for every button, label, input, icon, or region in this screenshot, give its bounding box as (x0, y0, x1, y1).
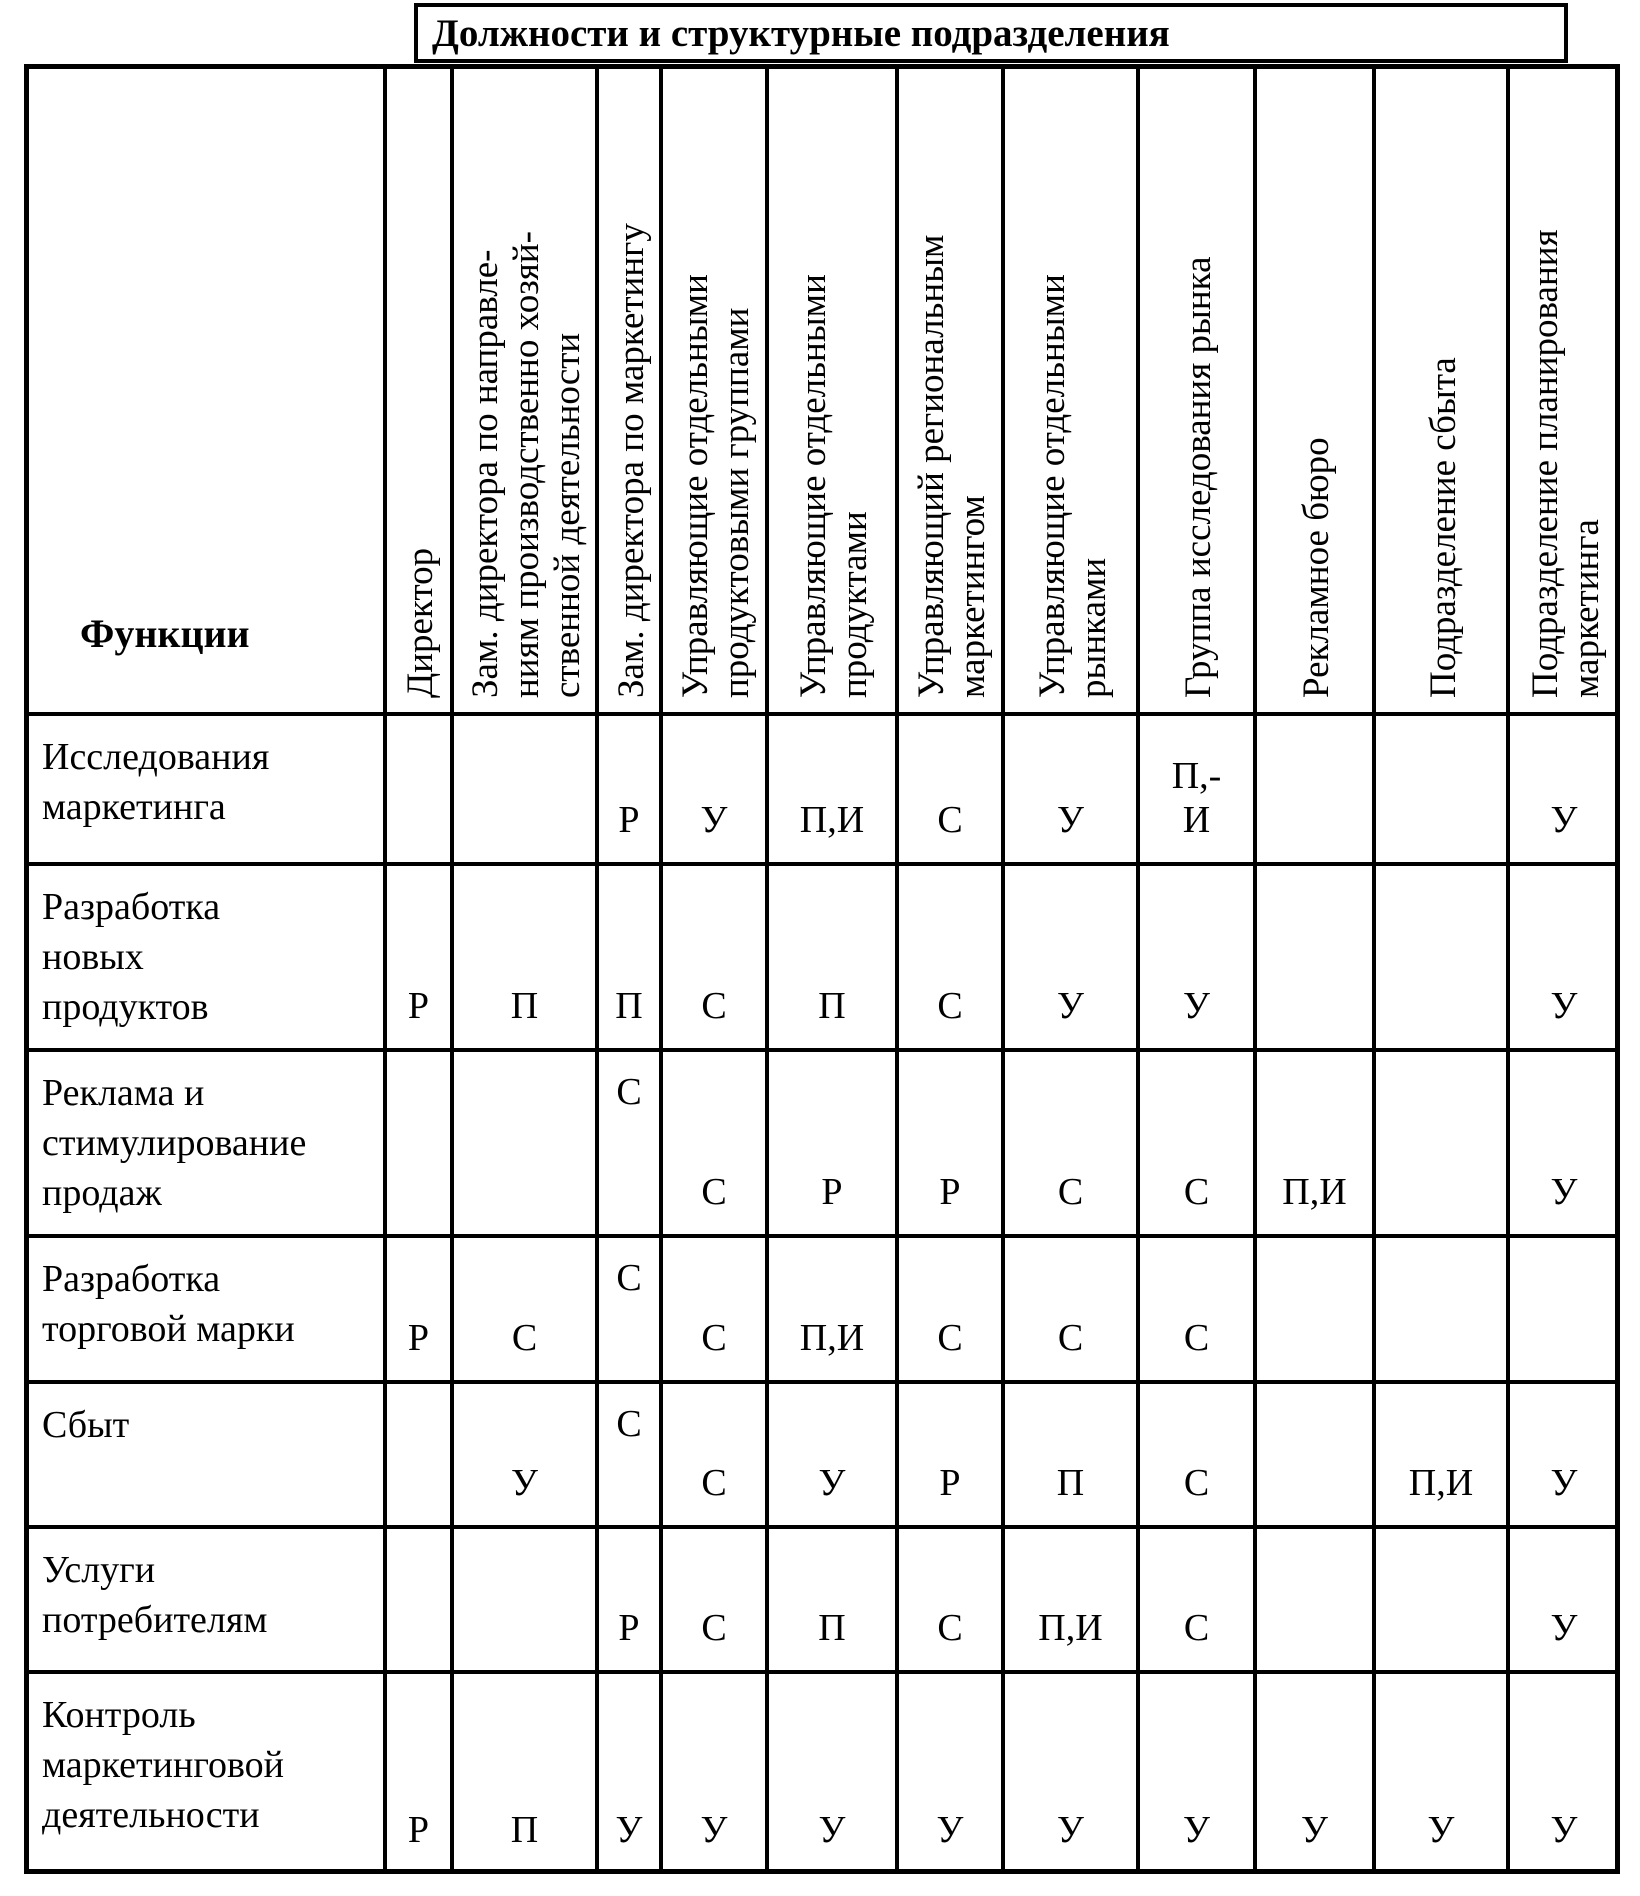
column-header-line: Управляющие отдельными (1031, 274, 1073, 698)
table-cell: У (936, 1809, 964, 1851)
table-cell: С (616, 1403, 642, 1445)
column-divider (1136, 64, 1140, 1874)
row-label-line: новых (42, 936, 144, 978)
row-label-line: Реклама и (42, 1072, 205, 1114)
table-cell: Р (407, 1809, 430, 1851)
row-label-line: маркетинга (42, 786, 226, 828)
row-label (42, 1690, 284, 1840)
column-header (793, 274, 875, 698)
row-label-line: Сбыт (42, 1404, 130, 1446)
table-cell: П,И (1408, 1462, 1474, 1504)
row-label-line: деятельности (42, 1794, 260, 1836)
table-cell: У (1057, 799, 1084, 841)
column-header-line: рынками (1072, 557, 1114, 698)
column-header-line: маркетинга (1566, 519, 1607, 698)
table-cell: П (615, 985, 643, 1027)
row-divider (24, 712, 1620, 716)
table-cell: Р (939, 1171, 961, 1213)
row-label (42, 1068, 306, 1218)
table-cell: С (701, 1171, 727, 1213)
table-cell: У (1183, 985, 1210, 1027)
column-header-line: маркетингом (952, 495, 993, 698)
row-divider (24, 1048, 1620, 1052)
table-cell: У (1550, 985, 1578, 1027)
row-label-line: Контроль (42, 1694, 196, 1736)
title-box (414, 3, 1568, 63)
table-cell: У (511, 1462, 538, 1504)
row-label-line: маркетинговой (42, 1744, 284, 1786)
table-cell: С (1057, 1171, 1084, 1213)
table-cell: П (510, 1809, 539, 1851)
column-divider (765, 64, 769, 1874)
table-cell: П (1056, 1462, 1085, 1504)
table-cell: Р (939, 1462, 961, 1504)
column-header-line: Группа исследования рынка (1178, 256, 1219, 698)
table-cell: У (1550, 1462, 1578, 1504)
column-header-line: продуктовыми группами (716, 307, 757, 698)
column-header-line: Управляющие отдельными (793, 274, 834, 698)
column-divider (450, 64, 454, 1874)
table-cell: С (1183, 1317, 1210, 1359)
column-divider (895, 64, 899, 1874)
row-divider (24, 1234, 1620, 1238)
column-header (1296, 437, 1337, 698)
table-cell: С (616, 1071, 642, 1113)
column-divider (383, 64, 387, 1874)
row-label (42, 732, 269, 832)
row-label-line: Разработка (42, 1258, 221, 1300)
column-header (1178, 257, 1219, 699)
table-cell: С (1183, 1462, 1210, 1504)
table-cell: С (1057, 1317, 1084, 1359)
column-divider (1253, 64, 1257, 1874)
table-cell: С (701, 1607, 727, 1649)
table-cell: П,И (799, 1317, 865, 1359)
table-cell: С (1183, 1607, 1210, 1649)
row-label-line: продуктов (42, 986, 209, 1028)
table-cell: П (510, 985, 539, 1027)
column-divider (1372, 64, 1376, 1874)
table-title: Должности и структурные подразделения (432, 12, 1170, 55)
table-cell: П (818, 1607, 846, 1649)
column-header-line: Рекламное бюро (1296, 437, 1337, 698)
column-header-line: ниям производственно хозяй- (506, 231, 547, 698)
table-cell: С (701, 1317, 727, 1359)
table-cell: С (701, 985, 727, 1027)
column-header-line: Подразделение планирования (1525, 229, 1566, 698)
table-cell: Р (407, 985, 430, 1027)
row-divider (24, 862, 1620, 866)
column-divider (1001, 64, 1005, 1874)
table-cell: Р (821, 1171, 843, 1213)
column-header (611, 223, 652, 698)
row-divider (24, 1670, 1620, 1674)
table-cell: Р (407, 1317, 430, 1359)
table-cell: У (818, 1809, 846, 1851)
table-cell: С (937, 799, 963, 841)
column-header (465, 231, 588, 698)
table-cell: С (701, 1462, 727, 1504)
row-divider (24, 1380, 1620, 1384)
row-label-line: продаж (42, 1172, 162, 1214)
column-divider (659, 64, 663, 1874)
column-divider (1506, 64, 1510, 1874)
table-cell: У (1057, 985, 1084, 1027)
table-cell: У (615, 1809, 643, 1851)
row-label (42, 1545, 267, 1645)
table-cell: С (937, 985, 963, 1027)
row-label (42, 1400, 129, 1450)
table-cell: У (818, 1462, 846, 1504)
table-cell: У (1057, 1809, 1084, 1851)
functions-header: Функции (80, 611, 250, 656)
table-cell: П,И (799, 799, 865, 841)
row-label-line: Исследования (42, 736, 270, 778)
table-cell: У (1550, 1607, 1578, 1649)
table-cell: У (1550, 1809, 1578, 1851)
table-cell: С (1183, 1171, 1210, 1213)
row-label-line: торговой марки (42, 1308, 295, 1350)
table-cell: У (1183, 1809, 1210, 1851)
table-cell: У (1427, 1809, 1455, 1851)
table-cell: С (616, 1257, 642, 1299)
column-header (1525, 229, 1607, 698)
table-cell: У (1301, 1809, 1328, 1851)
column-header-line: ственной деятельности (547, 332, 588, 698)
column-divider (595, 64, 599, 1874)
row-divider (24, 1525, 1620, 1529)
table-cell: Р (618, 799, 640, 841)
column-header (675, 274, 757, 698)
table-cell: С (937, 1317, 963, 1359)
table-cell: С (511, 1317, 538, 1359)
table-cell: П (818, 985, 846, 1027)
column-header-line: Подразделение сбыта (1422, 357, 1464, 698)
column-header-line: продуктами (834, 511, 875, 698)
row-label-line: потребителям (42, 1599, 268, 1641)
column-header (400, 548, 441, 698)
column-header (1032, 274, 1114, 698)
table-cell: С (937, 1607, 963, 1649)
table-cell: П,- И (1171, 755, 1222, 841)
row-label (42, 882, 220, 1032)
column-header (1423, 357, 1464, 698)
column-header-line: Управляющий региональным (911, 234, 952, 698)
table-cell: У (700, 799, 728, 841)
table-cell: У (700, 1809, 728, 1851)
table-cell: У (1550, 799, 1578, 841)
column-header-line: Управляющие отдельными (675, 274, 716, 698)
table-cell: П,И (1038, 1607, 1103, 1649)
table-cell: Р (618, 1607, 640, 1649)
row-label (42, 1254, 295, 1354)
column-header-line: Зам. директора по направле- (465, 249, 506, 698)
row-label-line: стимулирование (42, 1122, 307, 1164)
row-label-line: Услуги (42, 1549, 156, 1591)
column-header-line: Директор (400, 547, 441, 698)
table-cell: У (1550, 1171, 1578, 1213)
table-cell: П,И (1282, 1171, 1347, 1213)
column-header-line: Зам. директора по маркетингу (610, 223, 652, 698)
column-header (911, 235, 993, 698)
row-label-line: Разработка (42, 886, 221, 928)
